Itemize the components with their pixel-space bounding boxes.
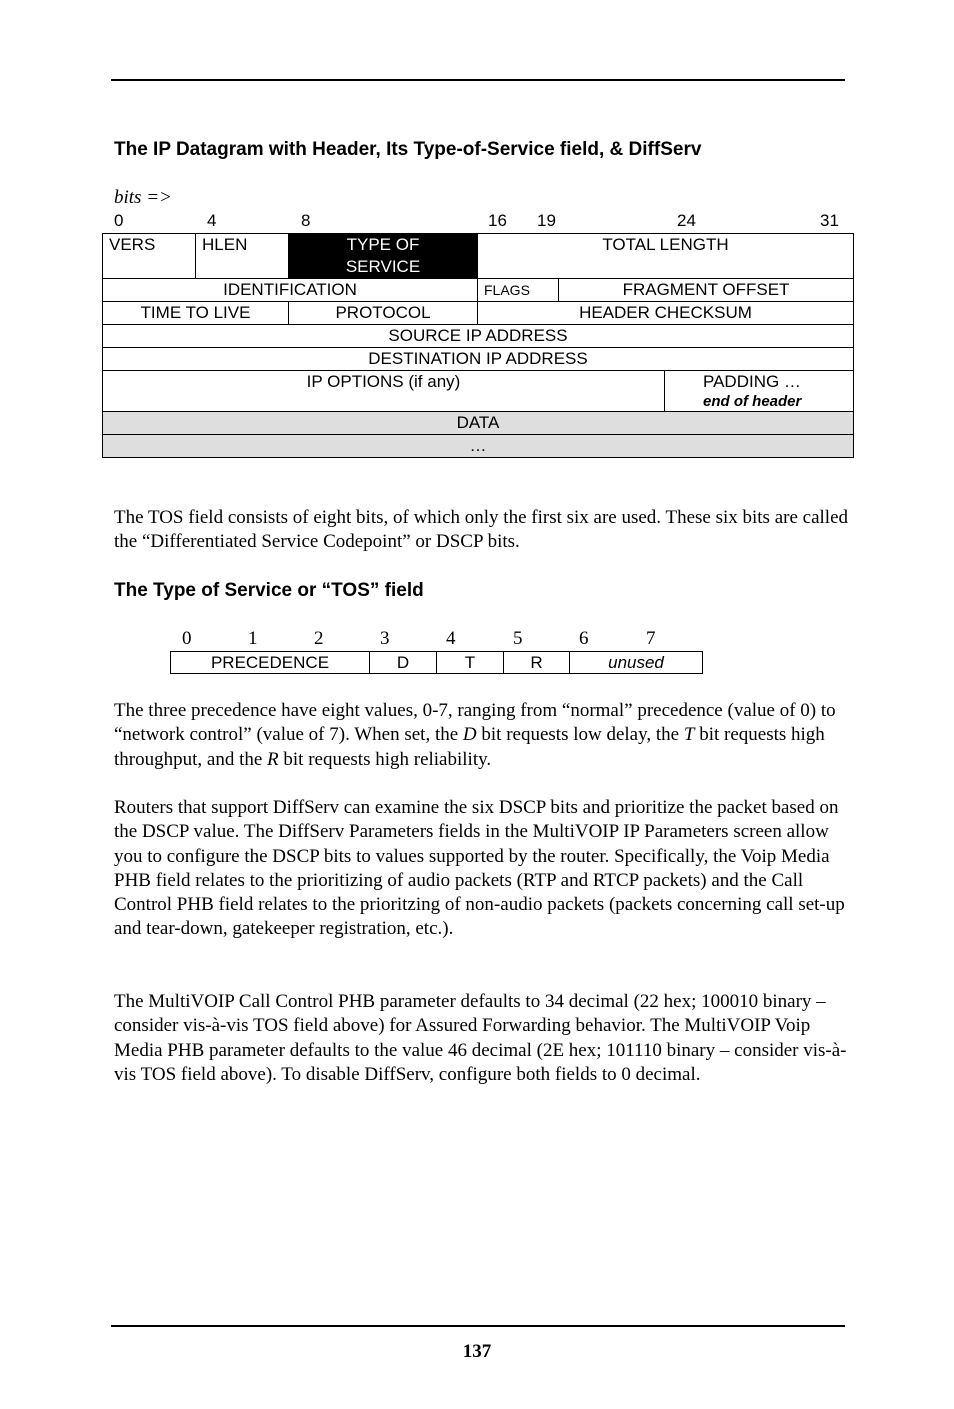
protocol-cell: PROTOCOL [289,302,478,325]
table-row [103,371,854,412]
tos-bit-number: 2 [314,628,324,649]
padding-cell [665,371,854,412]
bits-caption: bits => [114,187,172,208]
routers-paragraph: Routers that support DiffServ can examine the six DSCP bits and prioritize the packet based on the DSCP value. The DiffServ Parameters fields in the MultiVOIP IP Parameters screen allow you to configure the DSCP bits to values supported by the router. Specifically, the Voip Media PHB field relates to the prioritizing of audio packets (RTP and RTCP packets) and the Call Control PHB field relates to the prioritzing of non-audio packets (packets concerning call set-up and tear-down, gatekeeper registration, etc.). [114,797,845,940]
identification-cell: IDENTIFICATION [103,279,478,302]
bit-number: 19 [537,211,556,230]
tos-description-paragraph: The TOS field consists of eight bits, of which only the first six are used. These six bits are called the “Differentiated Service Codepoint” or DSCP bits. [114,507,849,553]
tos-bit-number: 6 [579,628,589,649]
table-row [171,652,703,674]
source-ip-cell: SOURCE IP ADDRESS [103,325,854,348]
text-run: bit requests low delay, the [476,724,684,746]
vers-cell: VERS [103,234,196,279]
fragment-offset-cell: FRAGMENT OFFSET [559,279,854,302]
tos-heading: The Type of Service or “TOS” field [114,580,424,601]
total-length-cell: TOTAL LENGTH [478,234,854,279]
bottom-rule [111,1325,845,1327]
r-bit-term: R [267,748,279,770]
hlen-cell: HLEN [196,234,289,279]
table-row [103,279,854,302]
text-run: bit requests high throughput, and the [114,724,825,770]
tos-label-line1: TYPE OF [346,235,420,254]
tos-label-line2: SERVICE [345,257,421,276]
bit-number: 16 [488,211,507,230]
tos-bit-number: 5 [513,628,523,649]
tos-bit-number: 4 [446,628,456,649]
end-of-header-label: end of header [703,393,802,410]
tos-bit-number: 3 [380,628,390,649]
defaults-paragraph: The MultiVOIP Call Control PHB parameter defaults to 34 decimal (22 hex; 100010 binary – consider vis-à-vis TOS field above) for Assured Forwarding behavior. The MultiVOIP Voip Media PHB parameter defaults to the value 46 decimal (2E hex; 101110 binary – consider vis-à-vis TOS field above). To disable DiffServ, configure both fields to 0 decimal. [114,991,847,1085]
r-bit-cell: R [504,652,570,674]
precedence-cell: PRECEDENCE [171,652,370,674]
table-row [103,302,854,325]
table-row [103,348,854,371]
ip-options-cell: IP OPTIONS (if any) [103,371,665,412]
top-rule [111,79,845,81]
t-bit-cell: T [437,652,504,674]
table-row [103,325,854,348]
tos-bit-number: 1 [248,628,258,649]
tos-bit-number: 7 [646,628,656,649]
precedence-paragraph [114,699,854,772]
unused-cell: unused [570,652,703,674]
d-bit-term: D [462,724,477,746]
header-checksum-cell: HEADER CHECKSUM [478,302,854,325]
table-row [103,435,854,458]
padding-label: PADDING … [703,372,801,391]
bit-number: 0 [114,211,124,230]
section-heading: The IP Datagram with Header, Its Type-of-Service field, & DiffServ [114,139,702,160]
table-row [103,234,854,279]
tos-field-table [170,651,703,674]
data-cell: DATA [103,412,854,435]
table-row [103,412,854,435]
ellipsis-cell: … [103,435,854,458]
bit-number: 8 [301,211,311,230]
text-run: bit requests high reliability. [278,748,492,770]
d-bit-cell: D [370,652,437,674]
ttl-cell: TIME TO LIVE [103,302,289,325]
text-run: The three precedence have eight values, 0-7, ranging from “normal” precedence (value of 0) to “network control” (value of 7). When set, the [114,700,836,746]
t-bit-term: T [683,724,695,746]
type-of-service-cell [289,234,478,279]
destination-ip-cell: DESTINATION IP ADDRESS [103,348,854,371]
bit-number: 4 [207,211,217,230]
tos-bit-number: 0 [182,628,192,649]
bit-number: 24 [677,211,696,230]
flags-cell: FLAGS [478,279,559,302]
bit-number: 31 [820,211,839,230]
ip-header-table [102,233,854,458]
page-number: 137 [462,1341,492,1362]
